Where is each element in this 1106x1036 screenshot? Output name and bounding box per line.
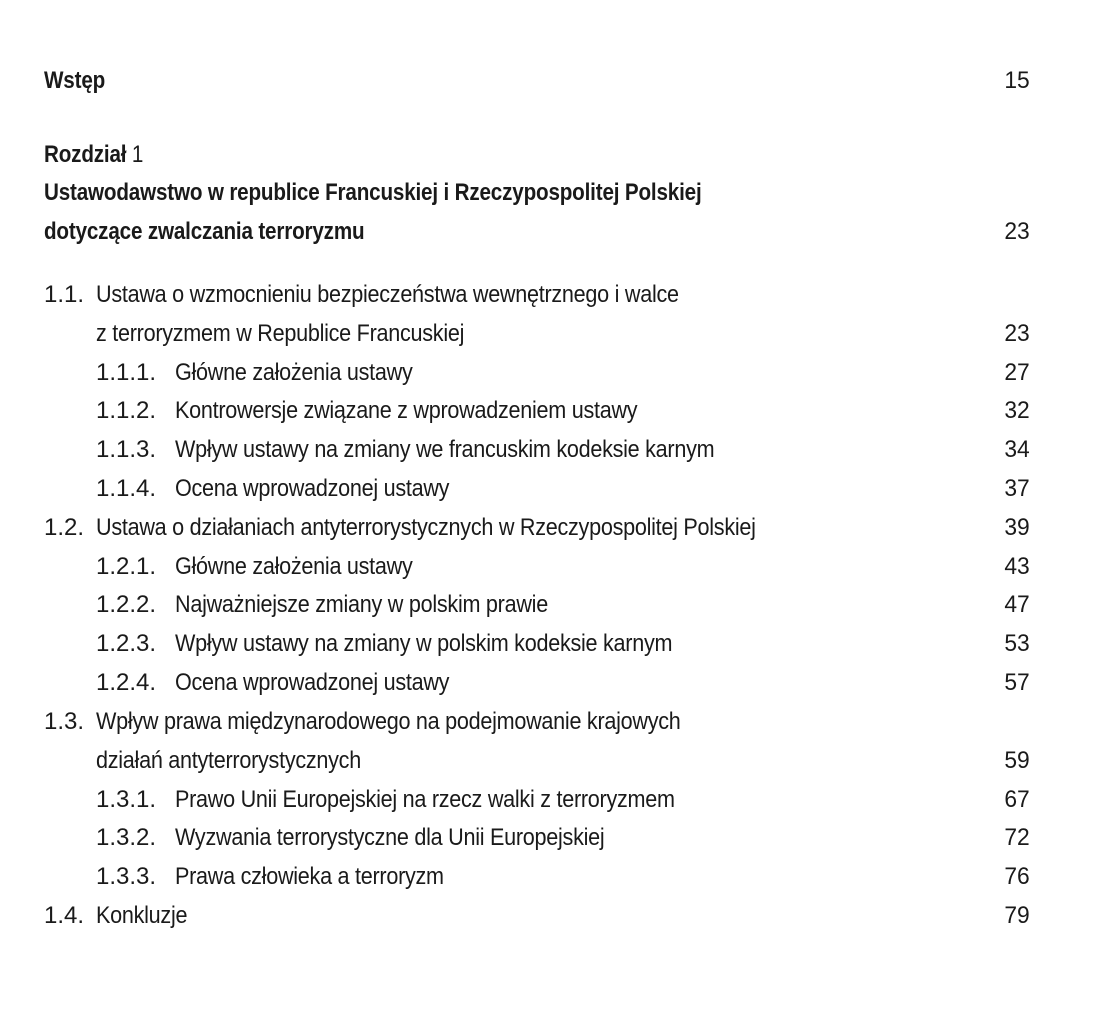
toc-entry-1-2-3[interactable] bbox=[0, 624, 1106, 663]
toc-entry-1-2[interactable] bbox=[0, 508, 1106, 547]
toc-page-number: 23 bbox=[1004, 218, 1030, 245]
toc-entry-1-3-2[interactable] bbox=[0, 818, 1106, 857]
section-title-continued: z terroryzmem w Republice Francuskiej bbox=[96, 320, 465, 347]
section-number: 1.3. bbox=[44, 708, 85, 735]
toc-entry-1-3-1[interactable] bbox=[0, 780, 1106, 819]
subsection-number: 1.2.3. bbox=[96, 630, 157, 657]
subsection-title: Główne założenia ustawy bbox=[175, 553, 413, 580]
subsection-title: Najważniejsze zmiany w polskim prawie bbox=[175, 591, 548, 618]
section-number: 1.2. bbox=[44, 514, 85, 541]
chapter-label bbox=[0, 135, 1106, 174]
subsection-number: 1.2.2. bbox=[96, 591, 157, 618]
toc-page-number: 32 bbox=[1004, 397, 1030, 424]
subsection-title: Prawa człowieka a terroryzm bbox=[175, 863, 444, 890]
toc-page-number: 79 bbox=[1004, 902, 1030, 929]
subsection-title: Wyzwania terrorystyczne dla Unii Europejskiej bbox=[175, 824, 605, 851]
subsection-number: 1.1.4. bbox=[96, 475, 157, 502]
subsection-title: Wpływ ustawy na zmiany w polskim kodeksie karnym bbox=[175, 630, 673, 657]
toc-entry-1-2-2[interactable] bbox=[0, 585, 1106, 624]
toc-entry-1-4[interactable] bbox=[0, 896, 1106, 935]
toc-page-number: 39 bbox=[1004, 514, 1030, 541]
subsection-title: Ocena wprowadzonej ustawy bbox=[175, 669, 450, 696]
subsection-title: Ocena wprowadzonej ustawy bbox=[175, 475, 450, 502]
toc-entry-1-1-3[interactable] bbox=[0, 430, 1106, 469]
toc-page-number: 67 bbox=[1004, 786, 1030, 813]
toc-page-number: 34 bbox=[1004, 436, 1030, 463]
toc-page-number: 43 bbox=[1004, 553, 1030, 580]
toc-page-number: 76 bbox=[1004, 863, 1030, 890]
subsection-number: 1.1.2. bbox=[96, 397, 157, 424]
toc-entry-1-3-3[interactable] bbox=[0, 857, 1106, 896]
subsection-number: 1.3.1. bbox=[96, 786, 157, 813]
toc-page-number: 57 bbox=[1004, 669, 1030, 696]
chapter-title-line2[interactable] bbox=[0, 212, 1106, 251]
section-number: 1.4. bbox=[44, 902, 85, 929]
subsection-number: 1.3.3. bbox=[96, 863, 157, 890]
chapter-number: 1 bbox=[131, 141, 144, 168]
toc-entry-1-2-4[interactable] bbox=[0, 663, 1106, 702]
toc-entry-1-3[interactable] bbox=[0, 702, 1106, 741]
subsection-number: 1.2.4. bbox=[96, 669, 157, 696]
toc-page-number: 27 bbox=[1004, 359, 1030, 386]
subsection-number: 1.1.1. bbox=[96, 359, 157, 386]
section-title: Ustawa o działaniach antyterrorystycznych w Rzeczypospolitej Polskiej bbox=[96, 514, 756, 541]
toc-entry-1-1-1[interactable] bbox=[0, 353, 1106, 392]
subsection-number: 1.1.3. bbox=[96, 436, 157, 463]
subsection-title: Wpływ ustawy na zmiany we francuskim kodeksie karnym bbox=[175, 436, 715, 463]
toc-page-number: 15 bbox=[1004, 67, 1030, 94]
subsection-title: Kontrowersje związane z wprowadzeniem ustawy bbox=[175, 397, 638, 424]
toc-entry-1-1[interactable] bbox=[0, 275, 1106, 314]
chapter-label-text: Rozdział bbox=[44, 141, 127, 168]
subsection-number: 1.3.2. bbox=[96, 824, 157, 851]
toc-entry-1-3-continued[interactable] bbox=[0, 741, 1106, 780]
chapter-title: Ustawodawstwo w republice Francuskiej i Rzeczypospolitej Polskiej bbox=[44, 179, 702, 206]
toc-page-number: 23 bbox=[1004, 320, 1030, 347]
toc-entry-1-1-continued[interactable] bbox=[0, 314, 1106, 353]
section-title: Konkluzje bbox=[96, 902, 188, 929]
toc-page-number: 72 bbox=[1004, 824, 1030, 851]
toc-page-number: 59 bbox=[1004, 747, 1030, 774]
chapter-title-line1[interactable] bbox=[0, 173, 1106, 212]
toc-page-number: 53 bbox=[1004, 630, 1030, 657]
toc-entry-intro[interactable] bbox=[0, 61, 1106, 100]
subsection-title: Główne założenia ustawy bbox=[175, 359, 413, 386]
toc-page-number: 37 bbox=[1004, 475, 1030, 502]
toc-entry-1-2-1[interactable] bbox=[0, 547, 1106, 586]
subsection-number: 1.2.1. bbox=[96, 553, 157, 580]
subsection-title: Prawo Unii Europejskiej na rzecz walki z terroryzmem bbox=[175, 786, 675, 813]
section-title-continued: działań antyterrorystycznych bbox=[96, 747, 361, 774]
toc-entry-title: Wstęp bbox=[44, 67, 106, 94]
toc-entry-1-1-2[interactable] bbox=[0, 391, 1106, 430]
toc-entry-1-1-4[interactable] bbox=[0, 469, 1106, 508]
section-title: Ustawa o wzmocnieniu bezpieczeństwa wewnętrznego i walce bbox=[96, 281, 679, 308]
section-title: Wpływ prawa międzynarodowego na podejmowanie krajowych bbox=[96, 708, 681, 735]
section-number: 1.1. bbox=[44, 281, 85, 308]
chapter-title-continued: dotyczące zwalczania terroryzmu bbox=[44, 218, 365, 245]
toc-page-number: 47 bbox=[1004, 591, 1030, 618]
